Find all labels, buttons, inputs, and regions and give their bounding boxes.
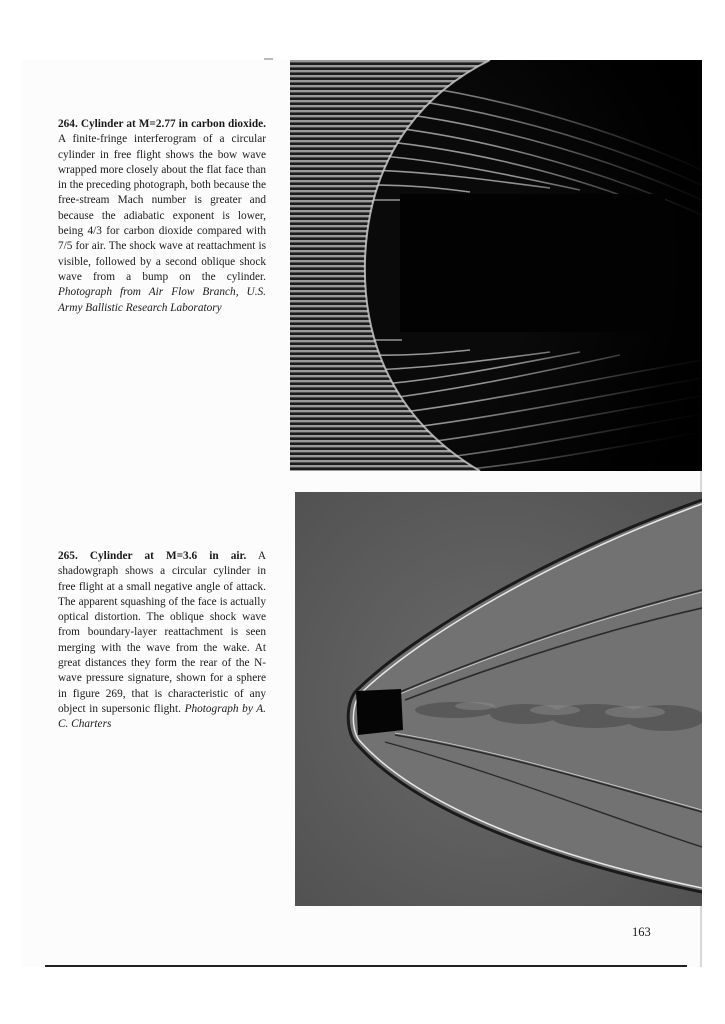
scan-mark	[264, 58, 273, 60]
page-number: 163	[632, 925, 651, 939]
figure-265-body: A shadowgraph shows a circular cylinder in free flight at a small negative angle of attack. The apparent squashing of the face is actually optical distortion. The oblique shock wave from boundary-layer reattachment is seen merging with the wave from the wake. At great distances they form the rear of the N-wave pressure signature, shown for a sphere in figure 269, that is characteristic of any object in supersonic flight.	[58, 550, 266, 715]
bottom-rule	[45, 965, 687, 967]
figure-264-body: A finite-fringe interferogram of a circular cylinder in free flight shows the bow wave wrapped more closely about the flat face than in the preceding photograph, both because the free-stream Mach number is greater and because the adiabatic exponent is lower, being 4/3 for carbon dioxide compared with 7/5 for air. The shock wave at reattachment is visible, followed by a second oblique shock wave from a bump on the cylinder.	[58, 133, 266, 283]
figure-264-credit: Photograph from Air Flow Branch, U.S. Army Ballistic Research Laboratory	[58, 286, 266, 314]
figure-265-number: 265.	[58, 550, 78, 562]
figure-265-title: Cylinder at M=3.6 in air.	[89, 550, 247, 562]
figure-264-number: 264.	[58, 118, 78, 130]
figure-264-title: Cylinder at M=2.77 in carbon dioxide.	[80, 118, 266, 130]
figure-264-interferogram	[290, 60, 702, 471]
caption-figure-264	[58, 117, 266, 316]
caption-figure-265	[58, 549, 266, 733]
figure-265-credit: Photograph by A. C. Charters	[58, 702, 266, 731]
figure-265-shadowgraph	[295, 492, 702, 906]
